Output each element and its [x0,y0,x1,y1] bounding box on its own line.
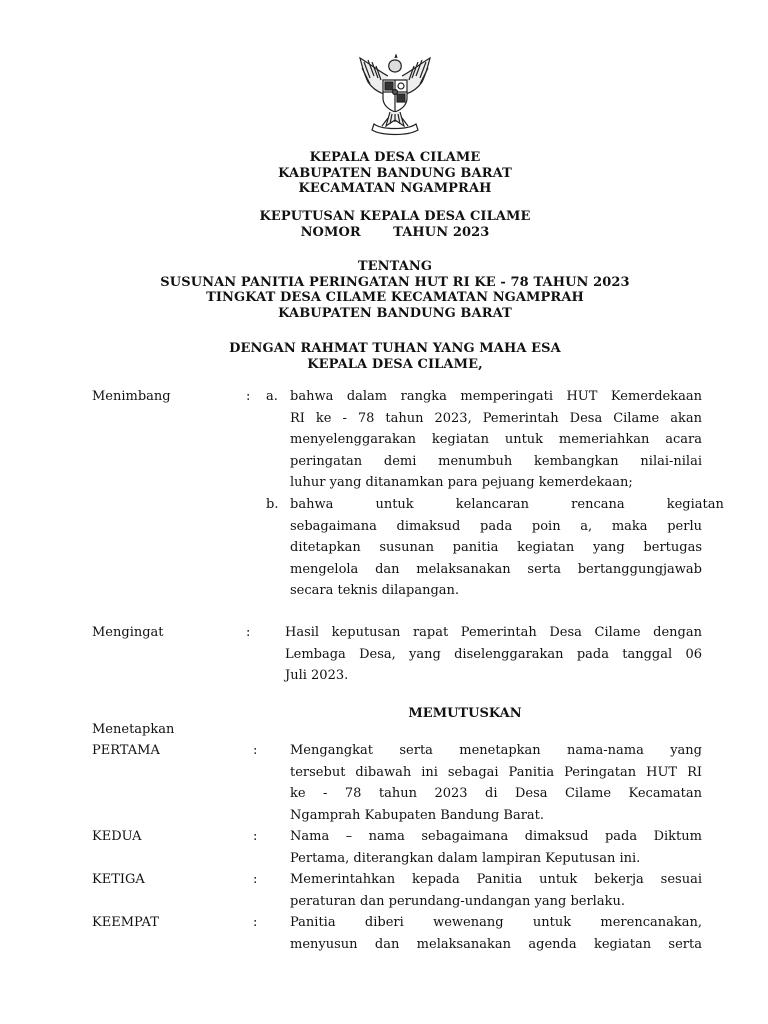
blessing-block [80,341,710,372]
diktum-label-keempat: KEEMPAT [92,915,159,930]
diktum-text-pertama [290,740,702,826]
diktum-text-kedua [290,826,702,869]
text-line: Memerintahkan kepada Panitia untuk bekerja sesuai [290,872,702,887]
menimbang-label: Menimbang [92,389,171,404]
diktum-text-keempat [290,912,702,955]
text-line: RI ke - 78 tahun 2023, Pemerintah Desa Cilame akan [290,410,702,426]
text-line: Lembaga Desa, yang diselenggarakan pada tanggal 06 [285,646,702,662]
decree-line: KEPUTUSAN KEPALA DESA CILAME [259,209,531,224]
mengingat-colon: : [246,625,251,640]
text-line: Mengangkat serta menetapkan nama-nama yang [290,743,702,758]
text-line: Hasil keputusan rapat Pemerintah Desa Cilame dengan [285,625,702,640]
mengingat-text [285,622,702,687]
text-line: Panitia diberi wewenang untuk merencanakan, [290,915,702,930]
text-line: ke - 78 tahun 2023 di Desa Cilame Kecamatan [290,786,702,801]
text-line: mengelola dan melaksanakan serta bertanggungjawab [290,561,702,577]
item-marker-a: a. [266,389,278,404]
diktum-colon: : [253,915,258,930]
menetapkan-label: Menetapkan [92,722,175,737]
text-line: sebagaimana dimaksud pada poin a, maka perlu [290,518,702,534]
mengingat-label: Mengingat [92,625,164,640]
decree-title-block [80,209,710,240]
blessing-line: DENGAN RAHMAT TUHAN YANG MAHA ESA [229,341,561,356]
menimbang-item-b [290,494,724,602]
text-line: bahwa untuk kelancaran rencana kegiatan [290,497,724,512]
org-line: KECAMATAN NGAMPRAH [298,181,492,196]
subject-block [80,259,710,321]
item-marker-b: b. [266,497,279,512]
decree-number-line: NOMOR TAHUN 2023 [300,224,490,240]
text-line: Juli 2023. [285,668,349,683]
blessing-line: KEPALA DESA CILAME, [307,356,483,372]
diktum-colon: : [253,743,258,758]
menimbang-colon: : [246,389,251,404]
org-line: KEPALA DESA CILAME [309,150,481,165]
org-title-block [80,150,710,197]
diktum-label-ketiga: KETIGA [92,872,145,887]
diktum-label-kedua: KEDUA [92,829,142,844]
memutuskan-heading: MEMUTUSKAN [408,706,522,721]
diktum-colon: : [253,829,258,844]
text-line: secara teknis dilapangan. [290,583,460,598]
text-line: peraturan dan perundang-undangan yang berlaku. [290,893,625,909]
text-line: Pertama, diterangkan dalam lampiran Keputusan ini. [290,850,641,866]
text-line: Ngamprah Kabupaten Bandung Barat. [290,807,545,823]
text-line: ditetapkan susunan panitia kegiatan yang bertugas [290,540,702,555]
text-line: bahwa dalam rangka memperingati HUT Kemerdekaan [290,389,702,404]
text-line: peringatan demi menumbuh kembangkan nilai-nilai [290,453,702,469]
diktum-colon: : [253,872,258,887]
text-line: luhur yang ditanamkan para pejuang kemerdekaan; [290,475,633,490]
subject-line: SUSUNAN PANITIA PERINGATAN HUT RI KE - 78 TAHUN 2023 [160,274,630,290]
diktum-text-ketiga [290,869,702,912]
garuda-emblem-icon [350,54,440,138]
diktum-label-pertama: PERTAMA [92,743,160,758]
menimbang-item-a [290,386,702,494]
text-line: Nama – nama sebagaimana dimaksud pada Diktum [290,829,702,844]
org-line: KABUPATEN BANDUNG BARAT [278,165,512,181]
subject-line: KABUPATEN BANDUNG BARAT [278,305,512,321]
subject-line: TINGKAT DESA CILAME KECAMATAN NGAMPRAH [206,290,584,305]
text-line: menyusun dan melaksanakan agenda kegiatan serta [290,936,702,952]
text-line: menyelenggarakan kegiatan untuk memeriahkan acara [290,432,702,447]
text-line: tersebut dibawah ini sebagai Panitia Peringatan HUT RI [290,764,702,780]
subject-line: TENTANG [357,259,433,274]
